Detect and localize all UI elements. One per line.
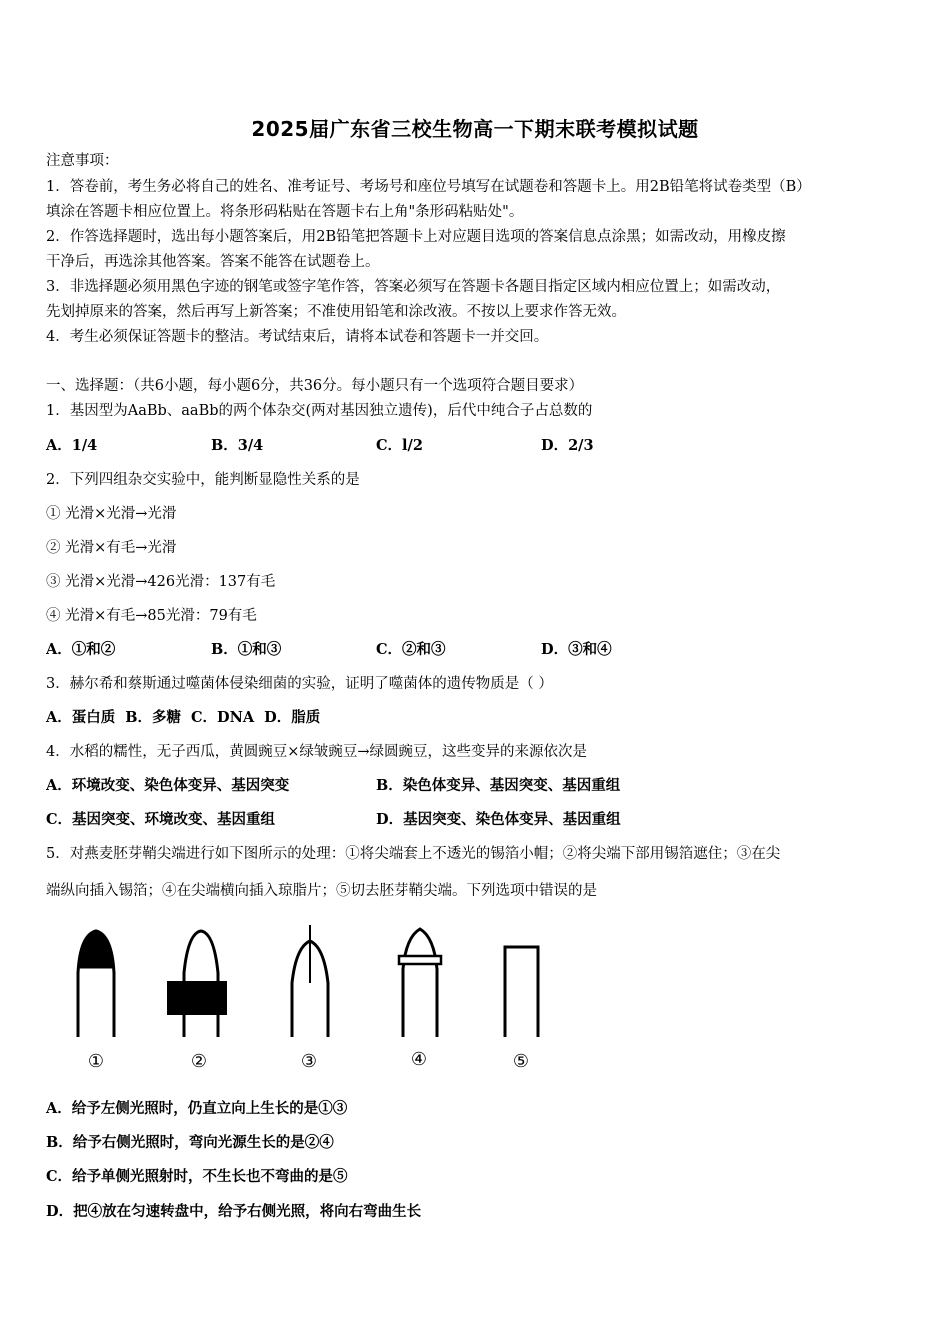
notice-line: 2．作答选择题时，选出每小题答案后，用2B铅笔把答题卡上对应题目选项的答案信息点涂黑；如需改动，用橡皮擦 <box>46 229 786 245</box>
q1-option-b[interactable]: B．3/4 <box>211 437 264 454</box>
notice-line: 先划掉原来的答案，然后再写上新答案；不准使用铅笔和涂改液。不按以上要求作答无效。 <box>46 304 626 320</box>
q2-item: ① 光滑×光滑→光滑 <box>46 506 177 522</box>
q3-option-b[interactable]: B．多糖 <box>125 709 182 726</box>
q3-options <box>46 709 330 727</box>
coleoptile-figure <box>60 925 580 1075</box>
q3-option-a[interactable]: A．蛋白质 <box>46 709 116 726</box>
question-5-stem: 端纵向插入锡箔；④在尖端横向插入琼脂片；⑤切去胚芽鞘尖端。下列选项中错误的是 <box>46 883 597 899</box>
q4-option-c[interactable]: C．基因突变、环境改变、基因重组 <box>46 811 276 828</box>
notice-line: 4．考生必须保证答题卡的整洁。考试结束后，请将本试卷和答题卡一并交回。 <box>46 329 549 345</box>
q2-option-b[interactable]: B．①和③ <box>211 641 282 658</box>
q2-option-d[interactable]: D．③和④ <box>541 641 612 658</box>
q5-option-b[interactable]: B．给予右侧光照时，弯向光源生长的是②④ <box>46 1134 334 1151</box>
q1-option-c[interactable]: C．l/2 <box>376 437 423 454</box>
notice-line: 3．非选择题必须用黑色字迹的钢笔或签字笔作答，答案必须写在答题卡各题目指定区域内相应位置上；如需改动， <box>46 279 781 295</box>
q2-item: ③ 光滑×光滑→426光滑：137有毛 <box>46 574 276 590</box>
q1-option-a[interactable]: A．1/4 <box>46 437 98 454</box>
notice-line: 干净后，再选涂其他答案。答案不能答在试题卷上。 <box>46 254 380 270</box>
coleoptile-4-agar-plate <box>399 929 441 1037</box>
q5-option-d[interactable]: D．把④放在匀速转盘中，给予右侧光照，将向右弯曲生长 <box>46 1203 422 1220</box>
coleoptile-5-tip-removed <box>505 947 538 1037</box>
coleoptile-1-capped-tip <box>78 931 114 1037</box>
q1-option-d[interactable]: D．2/3 <box>541 437 594 454</box>
q3-option-d[interactable]: D．脂质 <box>264 709 321 726</box>
q4-option-a[interactable]: A．环境改变、染色体变异、基因突变 <box>46 777 290 794</box>
question-3-stem: 3．赫尔希和蔡斯通过噬菌体侵染细菌的实验，证明了噬菌体的遗传物质是（ ） <box>46 676 553 692</box>
q4-option-d[interactable]: D．基因突变、染色体变异、基因重组 <box>376 811 621 828</box>
q5-option-c[interactable]: C．给予单侧光照射时，不生长也不弯曲的是⑤ <box>46 1168 348 1185</box>
figure-label-1: ① <box>87 1051 105 1072</box>
figure-label-4: ④ <box>410 1049 428 1070</box>
coleoptile-3-vertical-foil <box>292 925 328 1037</box>
question-5-stem: 5．对燕麦胚芽鞘尖端进行如下图所示的处理：①将尖端套上不透光的锡箔小帽；②将尖端下部用锡箔遮住；③在尖 <box>46 846 781 862</box>
q2-item: ④ 光滑×有毛→85光滑：79有毛 <box>46 608 257 624</box>
figure-label-5: ⑤ <box>512 1051 530 1072</box>
question-1-stem: 1．基因型为AaBb、aaBb的两个体杂交(两对基因独立遗传)，后代中纯合子占总数的 <box>46 403 593 419</box>
coleoptile-2-foil-base <box>167 931 227 1037</box>
q2-option-c[interactable]: C．②和③ <box>376 641 446 658</box>
q4-option-b[interactable]: B．染色体变异、基因突变、基因重组 <box>376 777 621 794</box>
page-title: 2025届广东省三校生物高一下期末联考模拟试题 <box>251 117 699 141</box>
notice-line: 填涂在答题卡相应位置上。将条形码粘贴在答题卡右上角"条形码粘贴处"。 <box>46 204 524 220</box>
notice-heading: 注意事项： <box>46 153 119 169</box>
q5-option-a[interactable]: A．给予左侧光照时，仍直立向上生长的是①③ <box>46 1100 348 1117</box>
question-4-stem: 4．水稻的糯性，无子西瓜，黄圆豌豆×绿皱豌豆→绿圆豌豆，这些变异的来源依次是 <box>46 744 588 760</box>
notice-line: 1．答卷前，考生务必将自己的姓名、准考证号、考场号和座位号填写在试题卷和答题卡上。用2B铅笔将试卷类型（B） <box>46 179 811 195</box>
q3-option-c[interactable]: C．DNA <box>191 709 255 726</box>
section-heading: 一、选择题：（共6小题，每小题6分，共36分。每小题只有一个选项符合题目要求） <box>46 378 584 394</box>
figure-label-2: ② <box>190 1051 208 1072</box>
q2-option-a[interactable]: A．①和② <box>46 641 116 658</box>
question-2-stem: 2．下列四组杂交实验中，能判断显隐性关系的是 <box>46 472 360 488</box>
figure-label-3: ③ <box>300 1051 318 1072</box>
q2-item: ② 光滑×有毛→光滑 <box>46 540 177 556</box>
